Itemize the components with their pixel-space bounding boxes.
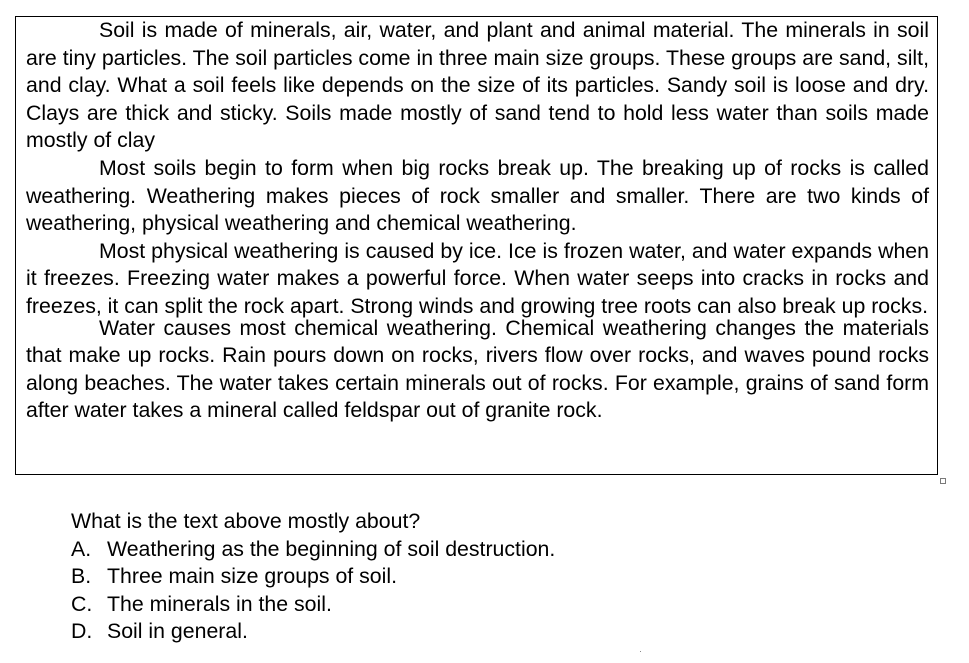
option-d <box>71 618 555 646</box>
option-letter: C. <box>71 591 93 616</box>
question-text: What is the text above mostly about? <box>71 509 421 533</box>
option-text: The minerals in the soil. <box>107 591 332 616</box>
resize-handle[interactable] <box>940 478 946 484</box>
option-text: Weathering as the beginning of soil destruction. <box>107 536 556 561</box>
answer-options <box>71 536 555 646</box>
passage-paragraph-3: Most physical weathering is caused by ice. Ice is frozen water, and water expands when it freezes. Freezing water makes a powerful force. When water seeps into cracks in rocks and freezes, it can split the rock apart. Strong winds and growing tree roots can also break up rocks. <box>26 238 929 318</box>
passage-text-box[interactable] <box>15 16 938 475</box>
option-c <box>71 591 555 619</box>
passage-paragraph-1: Soil is made of minerals, air, water, and plant and animal material. The minerals in soil are tiny particles. The soil particles come in three main size groups. These groups are sand, silt, and clay. What a soil feels like depends on the size of its particles. Sandy soil is loose and dry. Clays are thick and sticky. Soils made mostly of sand tend to hold less water than soils made mostly of clay <box>26 18 929 153</box>
passage-paragraph-4: Water causes most chemical weathering. Chemical weathering changes the materials that make up rocks. Rain pours down on rocks, rivers flow over rocks, and waves pound rocks along beaches. The water takes certain minerals out of rocks. For example, grains of sand form after water takes a mineral called feldspar out of granite rock. <box>26 315 929 423</box>
option-b <box>71 563 555 591</box>
option-a <box>71 536 555 564</box>
stray-mark <box>640 651 641 652</box>
option-letter: D. <box>71 619 93 644</box>
option-letter: A. <box>71 536 92 561</box>
option-text: Soil in general. <box>107 619 248 644</box>
option-letter: B. <box>71 564 92 589</box>
option-text: Three main size groups of soil. <box>107 564 398 589</box>
question-block <box>71 508 555 646</box>
passage-paragraph-2: Most soils begin to form when big rocks break up. The breaking up of rocks is called weathering. Weathering makes pieces of rock smaller and smaller. There are two kinds of weathering, physical weathering and chemical weathering. <box>26 155 929 236</box>
passage-body <box>26 17 929 425</box>
